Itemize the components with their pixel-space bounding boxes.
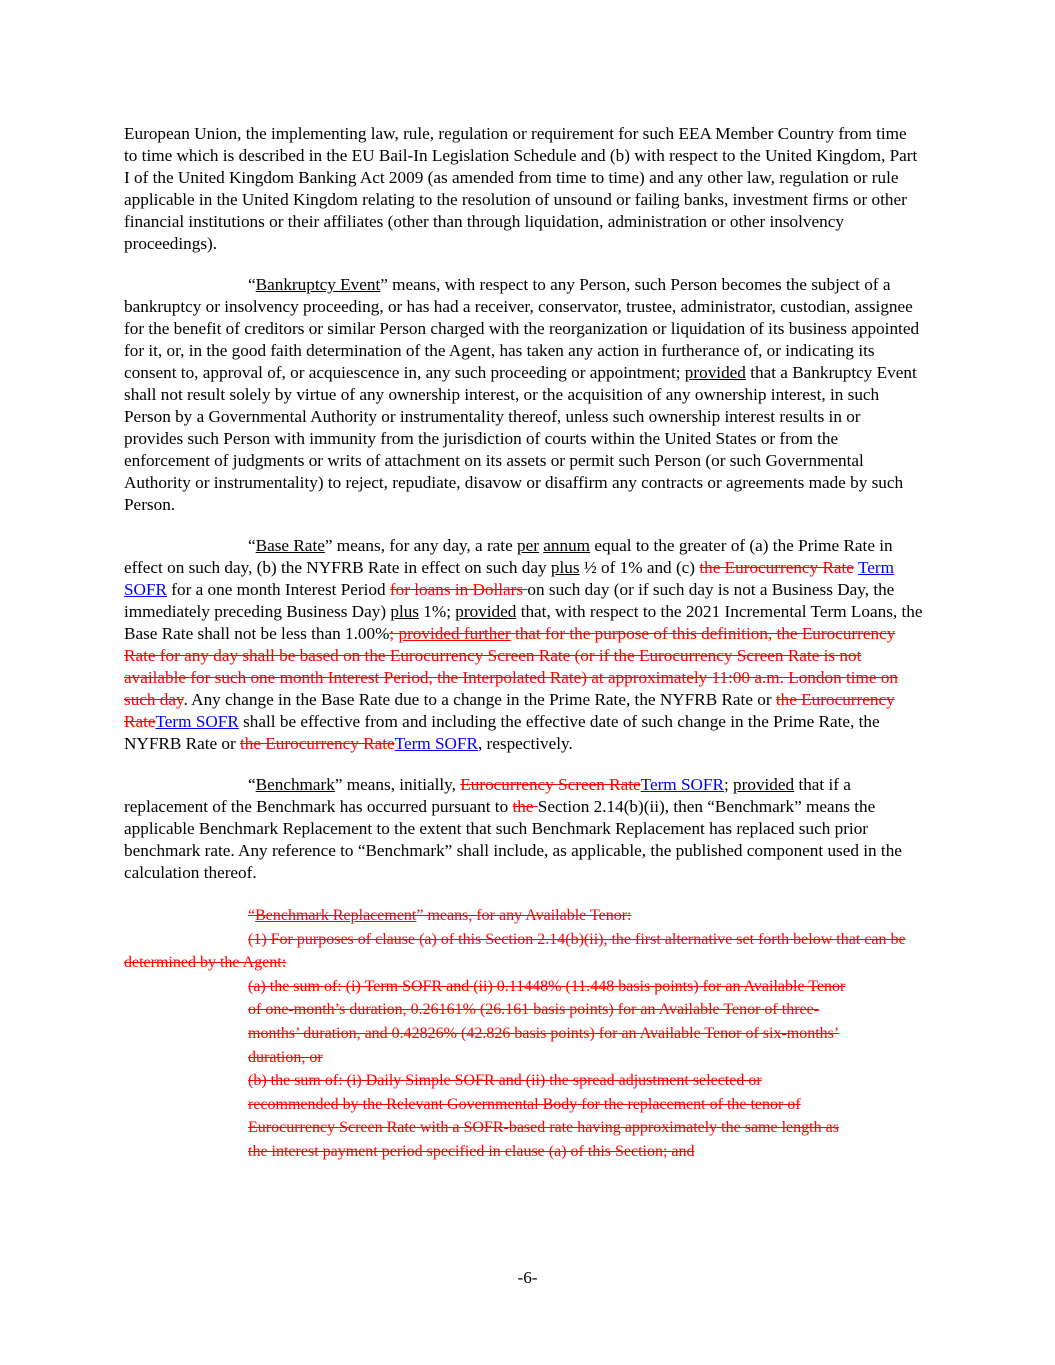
provided-term: provided (733, 775, 795, 795)
definition-text: equal to the greater of (a) the Prime Rate in effect on such day, (b) the NYFRB Rate in effect on such day (124, 536, 893, 578)
defined-term-bankruptcy-event: Bankruptcy Event (255, 275, 381, 295)
page-number: -6- (517, 1268, 538, 1287)
definition-text: ” means, initially, (334, 775, 461, 795)
definition-text: . Any change in the Base Rate due to a change in the Prime Rate, the NYFRB Rate or (183, 689, 776, 709)
annum-term: annum (543, 536, 591, 556)
benchmark-replacement-subclause-a: (a) the sum of: (i) Term SOFR and (ii) 0.11448% (11.448 basis points) for an Available Tenor of one-month’s duration, 0.26161% (26.161 basis points) for an Available Tenor of three-months’ duration, and 0.42826% (42.826 basis points) for an Available Tenor of six-months’ duration, or (248, 977, 846, 1066)
definition-text: ½ of 1% and (c) (579, 558, 700, 578)
inserted-text: Term SOFR (155, 711, 239, 731)
inserted-text: Term SOFR (394, 733, 478, 753)
deleted-text: the Eurocurrency Rate (124, 689, 895, 731)
definition-text: on such day (or if such day is not a Business Day, the immediately preceding Business Day) (124, 580, 895, 622)
document-page (124, 123, 924, 1164)
benchmark-definition (124, 774, 924, 884)
definition-text: Section 2.14(b)(ii), then “Benchmark” means the applicable Benchmark Replacement to the extent that such Benchmark Replacement has replaced such prior benchmark rate. Any reference to “Benchmark” shall include, as applicable, the published component used in the calculation thereof. (124, 797, 902, 883)
provided-term: provided (455, 602, 517, 622)
provided-term: provided (684, 363, 746, 383)
open-quote: “ (248, 536, 256, 556)
definition-text: shall be effective from and including the effective date of such change in the Prime Rate, the NYFRB Rate or (124, 711, 880, 753)
defined-term-benchmark-replacement: Benchmark Replacement (255, 907, 417, 924)
deleted-text: for loans in Dollars (389, 580, 528, 600)
bankruptcy-event-definition (124, 274, 924, 515)
definition-text: for a one month Interest Period (167, 580, 390, 600)
deleted-text: the Eurocurrency Rate (699, 558, 854, 578)
deleted-text: the Eurocurrency Rate (240, 733, 395, 753)
deleted-provided-further-term: provided further (398, 624, 511, 644)
inserted-text: Term SOFR (640, 775, 724, 795)
definition-text: 1%; (419, 602, 456, 622)
defined-term-base-rate: Base Rate (255, 536, 325, 556)
per-term: per (517, 536, 539, 556)
definition-text: ” means, with respect to any Person, such Person becomes the subject of a bankruptcy or insolvency proceeding, or has had a receiver, conservator, trustee, administrator, custodian, assignee for the benefit of creditors or similar Person charged with the reorganization or liquidation of its business appointed for it, or, in the good faith determination of the Agent, has taken any action in furtherance of, or indicating its consent to, approval of, or acquiescence in, any such proceeding or appointment; (124, 275, 920, 383)
open-quote: “ (248, 275, 256, 295)
eu-bail-in-continuation-paragraph: European Union, the implementing law, rule, regulation or requirement for such EEA Member Country from time to time which is described in the EU Bail-In Legislation Schedule and (b) with respect to the United Kingdom, Part I of the United Kingdom Banking Act 2009 (as amended from time to time) and any other law, regulation or rule applicable in the United Kingdom relating to the resolution of unsound or failing banks, investment firms or other financial institutions or their affiliates (other than through liquidation, administration or other insolvency proceedings). (124, 124, 918, 253)
deleted-text: that for the purpose of this definition, the Eurocurrency Rate for any day shall be based on the Eurocurrency Screen Rate (or if the Eurocurrency Screen Rate is not available for such one month Interest Period, the Interpolated Rate) at approximately 11:00 a.m. London time on such day (124, 624, 899, 709)
definition-text: ; (723, 775, 734, 795)
definition-text: ” means, for any day, a rate (324, 536, 518, 556)
definition-text: that, with respect to the 2021 Incremental Term Loans, the Base Rate shall not be less than 1.00% (124, 602, 923, 644)
base-rate-definition (124, 535, 924, 754)
benchmark-replacement-clause-1: (1) For purposes of clause (a) of this Section 2.14(b)(ii), the first alternative set forth below that can be determined by the Agent: (124, 930, 906, 972)
open-quote: “ (248, 775, 256, 795)
inserted-text: Term SOFR (124, 558, 894, 600)
open-quote: “ (248, 907, 256, 924)
deleted-benchmark-replacement-definition (124, 904, 924, 1164)
benchmark-replacement-heading (124, 904, 924, 928)
definition-text: ” means, for any Available Tenor: (416, 907, 632, 924)
plus-term: plus (550, 558, 580, 578)
deleted-text: Eurocurrency Screen Rate (460, 775, 641, 795)
defined-term-benchmark: Benchmark (255, 775, 335, 795)
plus-term: plus (390, 602, 419, 622)
deleted-text: the (512, 797, 538, 817)
deleted-text: ; (389, 624, 399, 644)
definition-text: , respectively. (477, 733, 573, 753)
benchmark-replacement-subclause-b: (b) the sum of: (i) Daily Simple SOFR and (ii) the spread adjustment selected or recommended by the Relevant Governmental Body for the replacement of the tenor of Eurocurrency Screen Rate with a SOFR-based rate having approximately the same length as the interest payment period specified in clause (a) of this Section; and (248, 1072, 839, 1160)
definition-text: that if a replacement of the Benchmark has occurred pursuant to (124, 775, 851, 817)
definition-text: that a Bankruptcy Event shall not result solely by virtue of any ownership interest, or the acquisition of any ownership interest, in such Person by a Governmental Authority or instrumentality thereof, unless such ownership interest results in or provides such Person with immunity from the jurisdiction of courts within the United States or from the enforcement of judgments or writs of attachment on its assets or permit such Person (or such Governmental Authority or instrumentality) to reject, repudiate, disavow or disaffirm any contracts or agreements made by such Person. (124, 363, 917, 514)
